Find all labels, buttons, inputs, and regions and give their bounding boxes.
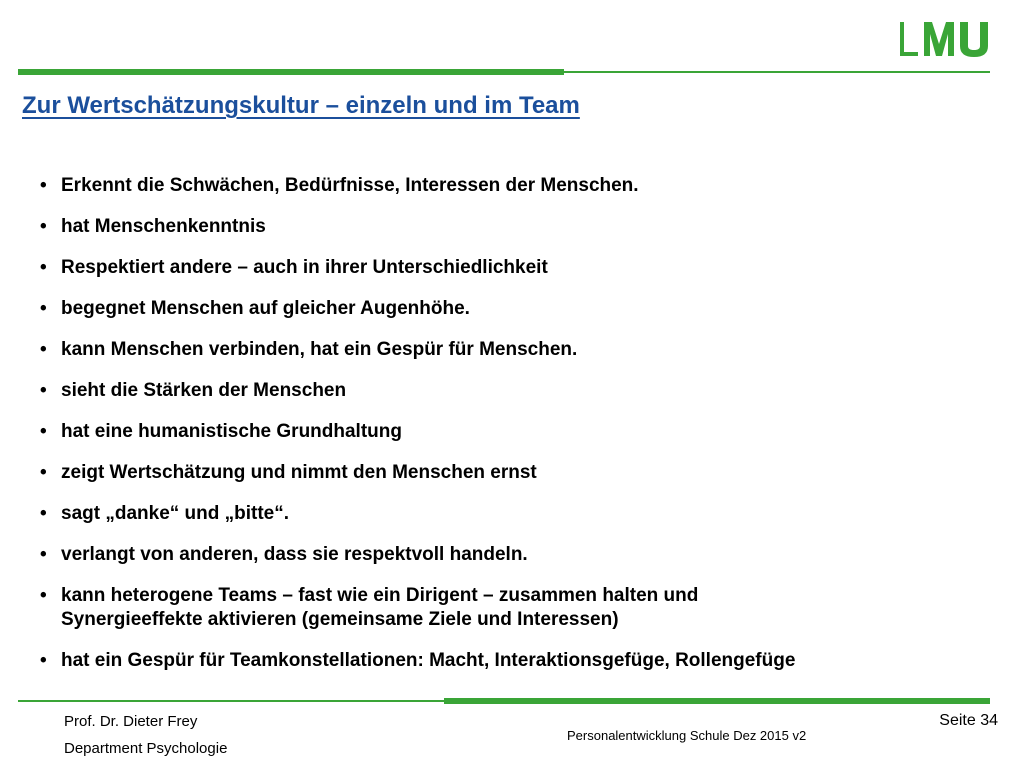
bullet-text-continued: Synergieeffekte aktivieren (gemeinsame Ziele und Interessen) (61, 609, 619, 630)
bullet-text: • hat Menschenkenntnis (61, 216, 266, 237)
bullet-text: • sagt „danke“ und „bitte“. (61, 503, 290, 524)
footer-presentation-title: Personalentwicklung Schule Dez 2015 v2 (567, 728, 807, 743)
bullet-item (40, 297, 1010, 321)
bullet-text: • verlangt von anderen, dass sie respektvoll handeln. (61, 544, 528, 565)
bullet-item (40, 502, 1010, 526)
bullet-text: • hat eine humanistische Grundhaltung (61, 421, 402, 442)
bullet-item (40, 256, 1010, 280)
bullet-text: • hat ein Gespür für Teamkonstellationen: Macht, Interaktionsgefüge, Rollengefüge (61, 650, 796, 671)
top-rule-thin (564, 71, 990, 73)
top-rule-thick (18, 69, 564, 75)
bullet-item (40, 649, 1010, 673)
bullet-text: • kann Menschen verbinden, hat ein Gespür für Menschen. (61, 339, 578, 360)
footer-author: Prof. Dr. Dieter Frey (64, 713, 198, 730)
bullet-text: • Respektiert andere – auch in ihrer Unterschiedlichkeit (61, 257, 548, 278)
bottom-rule-thin (18, 700, 444, 702)
bullet-item (40, 174, 1010, 198)
bullet-item (40, 338, 1010, 362)
bullet-item (40, 379, 1010, 403)
bottom-rule-thick (444, 698, 990, 704)
bullet-list (40, 174, 1010, 690)
bullet-text: • zeigt Wertschätzung und nimmt den Menschen ernst (61, 462, 537, 483)
bullet-item (40, 215, 1010, 239)
bullet-item (40, 584, 1010, 632)
bullet-text: • kann heterogene Teams – fast wie ein Dirigent – zusammen halten und (61, 585, 699, 606)
slide-title: Zur Wertschätzungskultur – einzeln und im Team (22, 92, 580, 119)
bullet-text: • sieht die Stärken der Menschen (61, 380, 347, 401)
bullet-item (40, 543, 1010, 567)
page-number: Seite 34 (939, 712, 998, 729)
bullet-item (40, 420, 1010, 444)
bullet-text: • Erkennt die Schwächen, Bedürfnisse, Interessen der Menschen. (61, 175, 639, 196)
footer-department: Department Psychologie (64, 740, 228, 757)
bullet-item (40, 461, 1010, 485)
lmu-logo (896, 18, 992, 62)
bullet-text: • begegnet Menschen auf gleicher Augenhöhe. (61, 298, 470, 319)
